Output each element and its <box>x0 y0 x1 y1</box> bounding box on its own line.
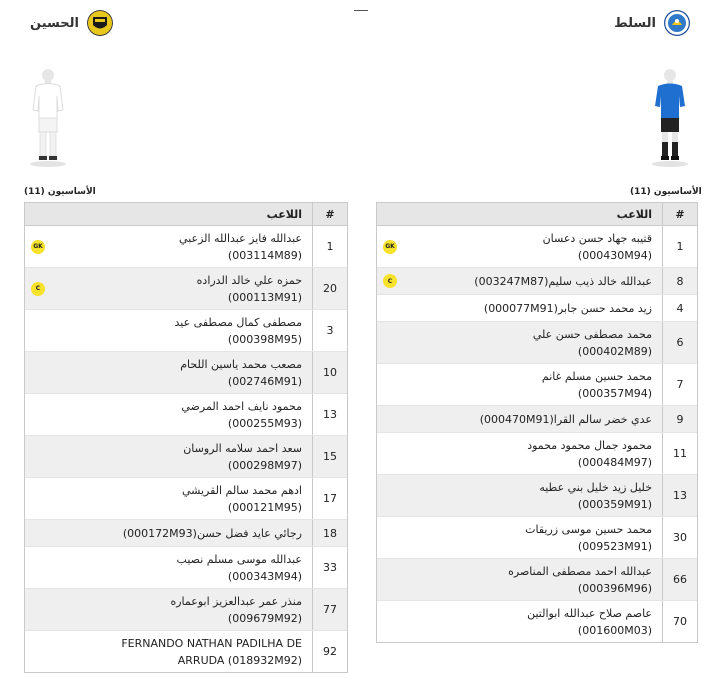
player-name-block <box>383 437 652 471</box>
player-name[interactable]: محمود نايف احمد المرضي <box>181 399 302 413</box>
team-right-header[interactable] <box>614 10 690 36</box>
player-cell <box>377 268 662 294</box>
table-header <box>25 203 347 226</box>
player-number: 66 <box>662 559 697 600</box>
player-name[interactable]: خليل زيد خليل بني عطيه <box>539 480 652 494</box>
player-code: (000396M96) <box>577 581 652 595</box>
table-row[interactable] <box>377 559 697 601</box>
player-number: 13 <box>662 475 697 516</box>
team-left-name: الحسين <box>30 15 79 31</box>
player-cell <box>377 601 662 642</box>
player-number: 4 <box>662 295 697 321</box>
left-lineup-table <box>24 202 348 673</box>
team-left-header[interactable] <box>30 10 113 36</box>
table-row[interactable] <box>377 601 697 642</box>
player-name[interactable]: عبدالله موسى مسلم نصيب <box>176 552 302 566</box>
player-code: (000298M97) <box>227 458 302 472</box>
player-name[interactable]: محمود جمال محمود محمود <box>527 438 652 452</box>
table-row[interactable] <box>377 364 697 406</box>
player-name[interactable]: سعد احمد سلامه الروسان <box>183 441 302 455</box>
table-row[interactable] <box>25 547 347 589</box>
player-name-block <box>31 551 302 585</box>
player-number: 92 <box>312 631 347 672</box>
header-number: # <box>312 203 347 225</box>
player-name[interactable]: محمد حسين موسى زريقات <box>525 522 652 536</box>
player-name[interactable]: مصعب محمد ياسين اللحام <box>180 357 302 371</box>
player-name[interactable]: زيد محمد حسن جابر(000077M91) <box>483 301 652 315</box>
player-code: (009523M91) <box>577 539 652 553</box>
player-name[interactable]: قتيبه جهاد حسن دعسان <box>542 231 652 245</box>
top-divider <box>354 10 368 11</box>
player-code: (003114M89) <box>227 248 302 262</box>
player-name[interactable]: رجائي عايد فضل حسن(000172M93) <box>122 526 302 540</box>
table-row[interactable] <box>377 322 697 364</box>
left-team-kit-icon <box>28 66 68 168</box>
player-name-block <box>383 479 652 513</box>
player-number: 15 <box>312 436 347 477</box>
right-team-kit-icon <box>650 66 690 168</box>
table-row[interactable] <box>25 310 347 352</box>
table-row[interactable] <box>25 394 347 436</box>
player-name-block <box>383 368 652 402</box>
player-name[interactable]: محمد حسين مسلم غانم <box>541 369 652 383</box>
player-number: 8 <box>662 268 697 294</box>
player-code: (000484M97) <box>577 455 652 469</box>
player-cell <box>377 517 662 558</box>
player-cell <box>25 436 312 477</box>
player-number: 11 <box>662 433 697 474</box>
player-name-block <box>31 398 302 432</box>
table-row[interactable] <box>25 352 347 394</box>
player-number: 9 <box>662 406 697 432</box>
player-code: (000357M94) <box>577 386 652 400</box>
player-number: 10 <box>312 352 347 393</box>
player-name[interactable]: عاصم صلاح عبدالله ابوالتين <box>527 606 652 620</box>
player-number: 1 <box>312 226 347 267</box>
goalkeeper-badge: GK <box>383 240 397 254</box>
player-number: 70 <box>662 601 697 642</box>
player-number: 18 <box>312 520 347 546</box>
header-player: اللاعب <box>616 207 652 221</box>
player-cell <box>25 478 312 519</box>
player-name-block <box>31 525 302 542</box>
player-cell <box>25 268 312 309</box>
player-name-block <box>31 314 302 348</box>
header-player: اللاعب <box>266 207 302 221</box>
player-number: 77 <box>312 589 347 630</box>
table-row[interactable] <box>377 268 697 295</box>
player-code: (009679M92) <box>227 611 302 625</box>
player-code: (000255M93) <box>227 416 302 430</box>
player-name-block <box>51 272 302 306</box>
table-row[interactable] <box>377 475 697 517</box>
player-number: 20 <box>312 268 347 309</box>
table-row[interactable] <box>25 631 347 672</box>
player-cell <box>377 406 662 432</box>
player-cell <box>377 322 662 363</box>
table-row[interactable] <box>25 268 347 310</box>
right-lineup-table <box>376 202 698 643</box>
player-cell <box>25 589 312 630</box>
left-section-label: الأساسيون (11) <box>24 187 96 197</box>
player-name-block <box>383 521 652 555</box>
player-name-block <box>31 635 302 669</box>
player-code: (000121M95) <box>227 500 302 514</box>
player-name-block <box>403 273 652 290</box>
player-cell <box>25 520 312 546</box>
player-cell <box>377 226 662 267</box>
player-name-block <box>383 300 652 317</box>
table-row[interactable] <box>25 226 347 268</box>
player-code: (000343M94) <box>227 569 302 583</box>
player-name-block <box>383 605 652 639</box>
player-number: 33 <box>312 547 347 588</box>
player-name-block <box>31 482 302 516</box>
player-code: (000402M89) <box>577 344 652 358</box>
player-name-block <box>383 326 652 360</box>
header-number: # <box>662 203 697 225</box>
table-header <box>377 203 697 226</box>
player-cell <box>377 433 662 474</box>
player-cell <box>25 226 312 267</box>
player-cell <box>25 310 312 351</box>
player-cell <box>377 364 662 405</box>
player-code: (000430M94) <box>577 248 652 262</box>
player-cell <box>25 352 312 393</box>
captain-badge: C <box>383 274 397 288</box>
player-cell <box>25 547 312 588</box>
player-name-block <box>31 356 302 390</box>
player-name-block <box>383 563 652 597</box>
player-cell <box>25 631 312 672</box>
player-name-block <box>31 440 302 474</box>
player-cell <box>377 475 662 516</box>
player-code: (000113M91) <box>227 290 302 304</box>
player-number: 13 <box>312 394 347 435</box>
player-code: ARRUDA (018932M92) <box>177 653 302 667</box>
player-number: 17 <box>312 478 347 519</box>
table-row[interactable] <box>25 589 347 631</box>
player-name[interactable]: محمد مصطفى حسن علي <box>532 327 652 341</box>
player-name[interactable]: عدي خضر سالم القرا(000470M91) <box>479 412 652 426</box>
table-row[interactable] <box>377 226 697 268</box>
table-row[interactable] <box>377 433 697 475</box>
goalkeeper-badge: GK <box>31 240 45 254</box>
table-row[interactable] <box>377 295 697 322</box>
player-number: 3 <box>312 310 347 351</box>
player-name[interactable]: منذر عمر عبدالعزيز ابوعماره <box>170 594 302 608</box>
table-row[interactable] <box>377 517 697 559</box>
table-row[interactable] <box>25 478 347 520</box>
player-code: (000398M95) <box>227 332 302 346</box>
player-code: (000359M91) <box>577 497 652 511</box>
player-name[interactable]: حمزه علي خالد الدراده <box>196 273 302 287</box>
player-code: (001600M03) <box>577 623 652 637</box>
player-name-block <box>51 230 302 264</box>
player-name[interactable]: عبدالله خالد ذيب سليم(003247M87) <box>474 274 652 288</box>
team-right-name: السلط <box>614 15 656 31</box>
player-name[interactable]: مصطفى كمال مصطفى عيد <box>174 315 302 329</box>
captain-badge: C <box>31 282 45 296</box>
player-name[interactable]: عبدالله فايز عبدالله الزعبي <box>179 231 302 245</box>
table-row[interactable] <box>25 436 347 478</box>
right-section-label: الأساسيون (11) <box>630 187 702 197</box>
player-name-block <box>31 593 302 627</box>
table-row[interactable] <box>377 406 697 433</box>
table-row[interactable] <box>25 520 347 547</box>
player-number: 6 <box>662 322 697 363</box>
player-cell <box>377 559 662 600</box>
player-number: 7 <box>662 364 697 405</box>
player-cell <box>377 295 662 321</box>
player-name[interactable]: ادهم محمد سالم القريشي <box>181 483 302 497</box>
team-right-logo <box>664 10 690 36</box>
player-number: 1 <box>662 226 697 267</box>
player-name-block <box>383 411 652 428</box>
player-code: (002746M91) <box>227 374 302 388</box>
team-left-logo <box>87 10 113 36</box>
player-cell <box>25 394 312 435</box>
player-number: 30 <box>662 517 697 558</box>
player-name-block <box>403 230 652 264</box>
player-name[interactable]: عبدالله احمد مصطفى المناصره <box>508 564 652 578</box>
player-name[interactable]: FERNANDO NATHAN PADILHA DE <box>121 636 302 650</box>
